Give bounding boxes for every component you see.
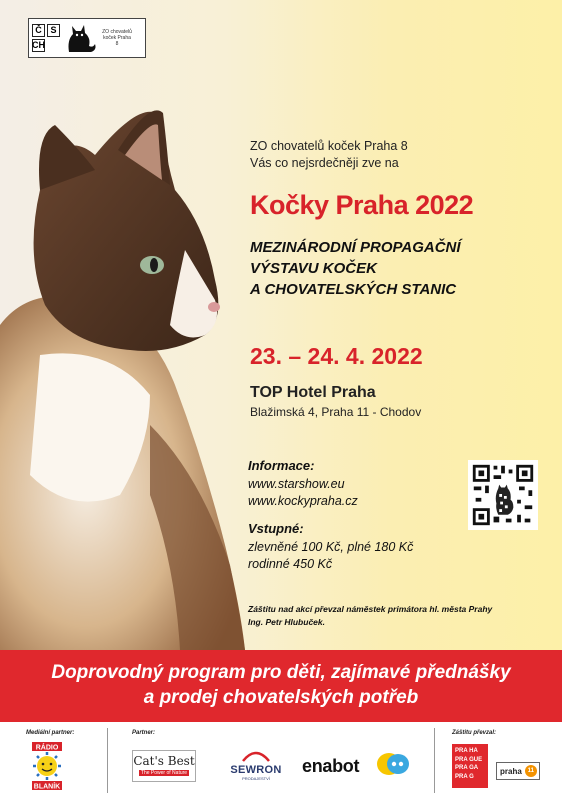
radio-sun-icon bbox=[30, 742, 64, 790]
csch-letter: Č bbox=[32, 24, 45, 37]
csch-letter-blank bbox=[47, 39, 60, 52]
csch-letter: S bbox=[47, 24, 60, 37]
footer-divider bbox=[434, 728, 435, 793]
entry-family-price: rodinné 450 Kč bbox=[248, 557, 333, 571]
club-logo bbox=[28, 18, 146, 58]
event-subtitle bbox=[250, 237, 461, 300]
radio-name: RÁDIO bbox=[35, 744, 59, 752]
sewron-name: SEWRON bbox=[230, 764, 282, 776]
praha-city-logo bbox=[452, 744, 488, 788]
info-link-kockypraha[interactable]: www.kockypraha.cz bbox=[248, 494, 358, 508]
invite-line: ZO chovatelů koček Praha 8 bbox=[250, 139, 408, 153]
praha11-name: praha bbox=[500, 766, 522, 776]
praha-line: PRA G bbox=[455, 773, 474, 780]
patronage-line: Ing. Petr Hlubuček. bbox=[248, 617, 325, 627]
sewron-sub: PRODAJESTVÍ bbox=[242, 776, 270, 781]
radio-blanik-logo bbox=[30, 742, 64, 790]
subtitle-line: A CHOVATELSKÝCH STANIC bbox=[250, 281, 457, 298]
subtitle-line: VÝSTAVU KOČEK bbox=[250, 260, 377, 277]
venue-name: TOP Hotel Praha bbox=[250, 384, 376, 401]
radio-sub: BLANÍK bbox=[33, 783, 61, 790]
csch-logo bbox=[32, 24, 60, 52]
event-title: Kočky Praha 2022 bbox=[250, 190, 474, 220]
patronage-line: Záštitu nad akcí převzal náměstek primátora hl. města Prahy bbox=[248, 604, 493, 614]
invitation-text bbox=[250, 138, 408, 172]
info-heading: Informace: bbox=[248, 458, 315, 473]
entry-prices: zlevněné 100 Kč, plné 180 Kč bbox=[248, 540, 414, 554]
event-dates: 23. – 24. 4. 2022 bbox=[250, 343, 423, 369]
invite-line: Vás co nejsrdečněji zve na bbox=[250, 156, 399, 170]
praha-line: PRA GUE bbox=[455, 756, 483, 763]
program-banner bbox=[0, 650, 562, 722]
info-link-starshow[interactable]: www.starshow.eu bbox=[248, 477, 345, 491]
partner-label: Partner: bbox=[132, 730, 156, 736]
patronage-label: Záštitu převzal: bbox=[452, 730, 497, 736]
sewron-arc-icon bbox=[241, 748, 271, 762]
praha11-number: 11 bbox=[525, 765, 537, 777]
enabot-logo: enabot bbox=[302, 756, 360, 776]
praha11-logo bbox=[496, 762, 540, 780]
catsbest-tagline: The Power of Nature bbox=[140, 770, 188, 776]
banner-line: Doprovodný program pro děti, zajímavé přednášky bbox=[51, 662, 511, 683]
venue-address: Blažimská 4, Praha 11 - Chodov bbox=[250, 405, 422, 419]
csch-letter: CH bbox=[32, 40, 45, 50]
banner-line: a prodej chovatelských potřeb bbox=[143, 687, 419, 708]
enabot-robot-icon bbox=[376, 752, 410, 776]
footer-divider bbox=[107, 728, 108, 793]
patronage-note bbox=[248, 603, 492, 629]
catsbest-logo bbox=[132, 750, 196, 782]
catsbest-name: Cat's Best bbox=[133, 754, 195, 768]
qr-code[interactable] bbox=[468, 460, 538, 530]
cat-silhouette-icon bbox=[63, 22, 99, 54]
club-logo-text: ZO chovatelů koček Praha 8 bbox=[102, 29, 132, 47]
sponsors-footer bbox=[0, 722, 562, 795]
praha-line: PRA GA bbox=[455, 765, 479, 771]
subtitle-line: MEZINÁRODNÍ PROPAGAČNÍ bbox=[250, 239, 461, 256]
praha-line: PRA HA bbox=[455, 748, 478, 754]
entry-heading: Vstupné: bbox=[248, 521, 304, 536]
sewron-logo bbox=[228, 752, 284, 784]
media-partner-label: Mediální partner: bbox=[26, 730, 75, 736]
